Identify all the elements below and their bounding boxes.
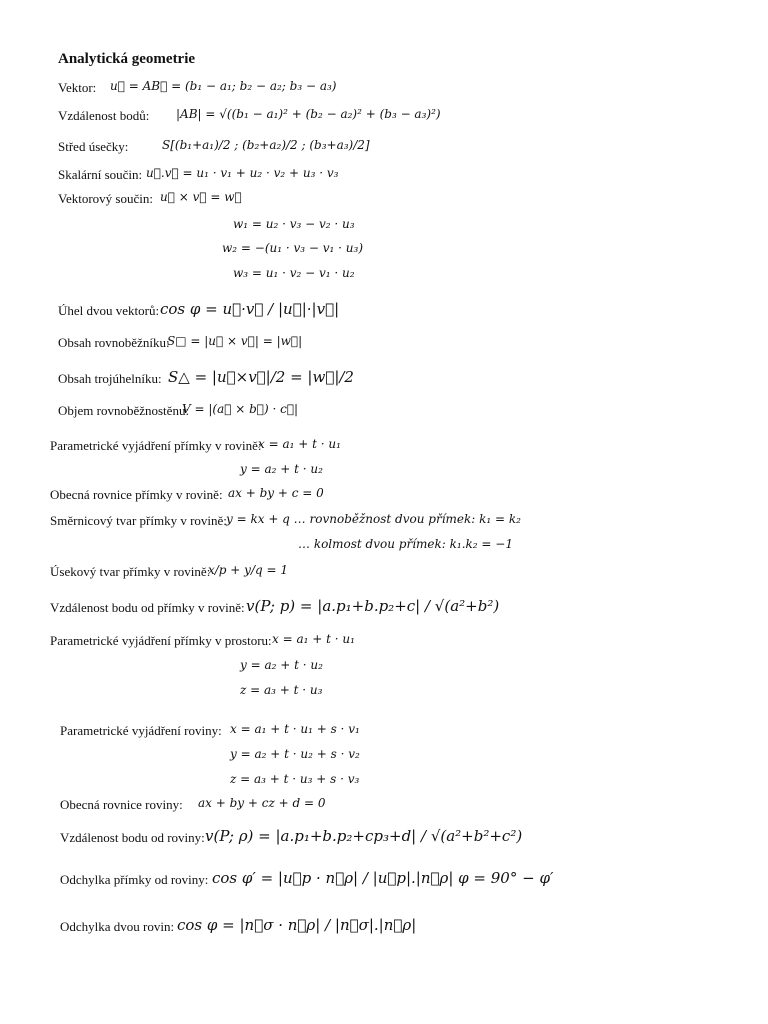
formula-label: Vektorový součin: — [58, 191, 153, 206]
formula-label: Parametrické vyjádření přímky v prostoru: — [50, 633, 272, 648]
formula-label: Střed úsečky: — [58, 139, 129, 154]
formula-expression: u⃗.v⃗ = u₁ · v₁ + u₂ · v₂ + u₃ · v₃ — [146, 166, 339, 180]
formula-label: Obecná rovnice přímky v rovině: — [50, 487, 223, 502]
formula-expression: S△ = |u⃗×v⃗|/2 = |w⃗|/2 — [168, 368, 354, 386]
formula-expression: S[(b₁+a₁)/2 ; (b₂+a₂)/2 ; (b₃+a₃)/2] — [162, 138, 370, 152]
formula-expression: z = a₃ + t · u₃ + s · v₃ — [230, 772, 360, 786]
formula-label: Vektor: — [58, 80, 97, 95]
formula-label: Vzdálenost bodu od roviny: — [60, 830, 205, 845]
formula-label: Vzdálenost bodu od přímky v rovině: — [50, 600, 245, 615]
formula-label: Úhel dvou vektorů: — [58, 303, 160, 318]
formula-expression: u⃗ × v⃗ = w⃗ — [160, 190, 242, 204]
formula-expression: w₁ = u₂ · v₃ − v₂ · u₃ — [233, 217, 355, 231]
formula-label: Obsah trojúhelníku: — [58, 371, 162, 386]
formula-label: Parametrické vyjádření přímky v rovině: — [50, 438, 262, 453]
formula-expression: x/p + y/q = 1 — [208, 563, 288, 577]
formula-expression: cos φ = u⃗·v⃗ / |u⃗|·|v⃗| — [160, 300, 340, 318]
formula-label: Odchylka dvou rovin: — [60, 919, 175, 934]
formula-label: Odchylka přímky od roviny: — [60, 872, 209, 887]
formula-expression: x = a₁ + t · u₁ — [272, 632, 355, 646]
formula-expression: w₂ = −(u₁ · v₃ − v₁ · u₃) — [222, 241, 364, 255]
formula-label: Směrnicový tvar přímky v rovině: — [50, 513, 227, 528]
formula-expression: y = kx + q … rovnoběžnost dvou přímek: k₁ = k₂ — [226, 512, 521, 526]
formula-expression: cos φ′ = |u⃗p · n⃗ρ| / |u⃗p|.|n⃗ρ| φ = 90° − φ′ — [212, 869, 554, 887]
formula-label: Parametrické vyjádření roviny: — [60, 723, 222, 738]
formula-label: Objem rovnoběžnostěnu: — [58, 403, 190, 418]
formula-label: Obecná rovnice roviny: — [60, 797, 183, 812]
page-title: Analytická geometrie — [58, 51, 196, 67]
formula-expression: S□ = |u⃗ × v⃗| = |w⃗| — [167, 334, 303, 348]
formula-label: Obsah rovnoběžníku: — [58, 335, 170, 350]
formula-expression: x = a₁ + t · u₁ — [258, 437, 341, 451]
formula-expression: ax + by + cz + d = 0 — [198, 796, 326, 810]
formula-label: Skalární součin: — [58, 167, 143, 182]
formula-expression: … kolmost dvou přímek: k₁.k₂ = −1 — [298, 537, 513, 551]
formula-label: Úsekový tvar přímky v rovině: — [50, 564, 211, 579]
formula-expression: ax + by + c = 0 — [228, 486, 324, 500]
formula-expression: y = a₂ + t · u₂ + s · v₂ — [230, 747, 360, 761]
formula-expression: z = a₃ + t · u₃ — [240, 683, 323, 697]
formula-expression: V = |(a⃗ × b⃗) · c⃗| — [182, 402, 299, 416]
formula-expression: u⃗ = AB⃗ = (b₁ − a₁; b₂ − a₂; b₃ − a₃) — [110, 79, 337, 93]
formula-expression: v(P; ρ) = |a.p₁+b.p₂+cp₃+d| / √(a²+b²+c²) — [205, 827, 523, 845]
formula-expression: v(P; p) = |a.p₁+b.p₂+c| / √(a²+b²) — [246, 597, 500, 615]
formula-expression: x = a₁ + t · u₁ + s · v₁ — [230, 722, 360, 736]
formula-expression: y = a₂ + t · u₂ — [240, 462, 323, 476]
formula-expression: y = a₂ + t · u₂ — [240, 658, 323, 672]
formula-expression: |AB| = √((b₁ − a₁)² + (b₂ − a₂)² + (b₃ − a₃)²) — [176, 107, 441, 121]
formula-expression: cos φ = |n⃗σ · n⃗ρ| / |n⃗σ|.|n⃗ρ| — [177, 916, 417, 934]
formula-label: Vzdálenost bodů: — [58, 108, 150, 123]
formula-expression: w₃ = u₁ · v₂ − v₁ · u₂ — [233, 266, 355, 280]
